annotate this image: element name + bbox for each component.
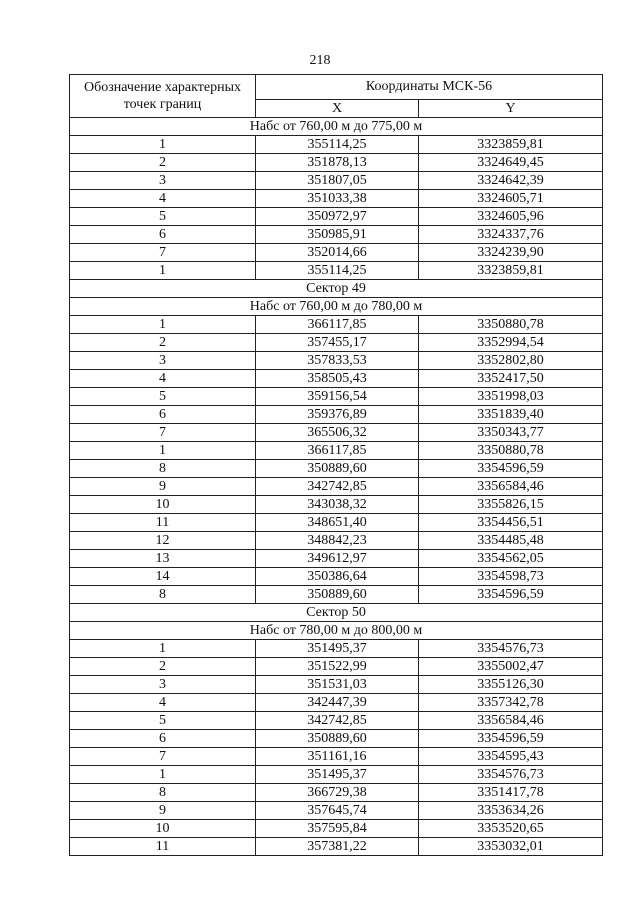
section-row (70, 280, 603, 298)
y-coordinate: 3355826,15 (419, 496, 603, 514)
x-coordinate: 350889,60 (256, 730, 419, 748)
section-heading: Сектор 49 (70, 280, 603, 298)
point-number: 5 (70, 208, 256, 226)
x-coordinate: 351033,38 (256, 190, 419, 208)
section-row (70, 622, 603, 640)
point-number: 1 (70, 136, 256, 154)
table-row (70, 460, 603, 478)
page-number: 218 (309, 53, 331, 68)
table-row (70, 316, 603, 334)
point-number: 9 (70, 802, 256, 820)
y-coordinate: 3354576,73 (419, 640, 603, 658)
y-coordinate: 3356584,46 (419, 478, 603, 496)
x-coordinate: 357455,17 (256, 334, 419, 352)
point-number: 8 (70, 784, 256, 802)
x-coordinate: 357833,53 (256, 352, 419, 370)
y-coordinate: 3355002,47 (419, 658, 603, 676)
table-row (70, 712, 603, 730)
y-coordinate: 3352802,80 (419, 352, 603, 370)
x-coordinate: 350972,97 (256, 208, 419, 226)
point-number: 7 (70, 748, 256, 766)
header-coordinates: Координаты МСК-56 (256, 75, 603, 100)
x-coordinate: 366117,85 (256, 316, 419, 334)
x-coordinate: 348842,23 (256, 532, 419, 550)
y-coordinate: 3355126,30 (419, 676, 603, 694)
table-row (70, 514, 603, 532)
y-coordinate: 3354576,73 (419, 766, 603, 784)
point-number: 11 (70, 514, 256, 532)
y-coordinate: 3350880,78 (419, 316, 603, 334)
table-row (70, 748, 603, 766)
point-number: 6 (70, 730, 256, 748)
y-coordinate: 3324337,76 (419, 226, 603, 244)
point-number: 10 (70, 820, 256, 838)
x-coordinate: 357645,74 (256, 802, 419, 820)
y-coordinate: 3324605,96 (419, 208, 603, 226)
x-coordinate: 355114,25 (256, 136, 419, 154)
table-row (70, 730, 603, 748)
y-coordinate: 3353634,26 (419, 802, 603, 820)
point-number: 8 (70, 586, 256, 604)
y-coordinate: 3350880,78 (419, 442, 603, 460)
y-coordinate: 3352994,54 (419, 334, 603, 352)
table-row (70, 802, 603, 820)
y-coordinate: 3354456,51 (419, 514, 603, 532)
x-coordinate: 351495,37 (256, 640, 419, 658)
point-number: 13 (70, 550, 256, 568)
header-x: X (256, 100, 419, 118)
x-coordinate: 359376,89 (256, 406, 419, 424)
point-number: 5 (70, 712, 256, 730)
x-coordinate: 352014,66 (256, 244, 419, 262)
y-coordinate: 3354596,59 (419, 730, 603, 748)
y-coordinate: 3352417,50 (419, 370, 603, 388)
x-coordinate: 350889,60 (256, 460, 419, 478)
point-number: 1 (70, 262, 256, 280)
x-coordinate: 343038,32 (256, 496, 419, 514)
point-number: 7 (70, 244, 256, 262)
y-coordinate: 3357342,78 (419, 694, 603, 712)
point-number: 6 (70, 226, 256, 244)
point-number: 7 (70, 424, 256, 442)
x-coordinate: 348651,40 (256, 514, 419, 532)
table-row (70, 658, 603, 676)
table-row (70, 388, 603, 406)
x-coordinate: 366117,85 (256, 442, 419, 460)
point-number: 9 (70, 478, 256, 496)
table-row (70, 442, 603, 460)
point-number: 14 (70, 568, 256, 586)
point-number: 2 (70, 154, 256, 172)
section-heading: Набс от 780,00 м до 800,00 м (70, 622, 603, 640)
point-number: 8 (70, 460, 256, 478)
point-number: 12 (70, 532, 256, 550)
section-row (70, 298, 603, 316)
x-coordinate: 355114,25 (256, 262, 419, 280)
table-row (70, 190, 603, 208)
header-points: Обозначение характерных точек границ (70, 75, 256, 118)
table-row (70, 424, 603, 442)
table-row (70, 676, 603, 694)
section-row (70, 604, 603, 622)
y-coordinate: 3351998,03 (419, 388, 603, 406)
y-coordinate: 3324649,45 (419, 154, 603, 172)
section-heading: Сектор 50 (70, 604, 603, 622)
x-coordinate: 342742,85 (256, 712, 419, 730)
y-coordinate: 3354485,48 (419, 532, 603, 550)
table-row (70, 334, 603, 352)
point-number: 10 (70, 496, 256, 514)
point-number: 3 (70, 352, 256, 370)
x-coordinate: 350889,60 (256, 586, 419, 604)
point-number: 1 (70, 766, 256, 784)
x-coordinate: 342742,85 (256, 478, 419, 496)
table-row (70, 406, 603, 424)
table-row (70, 586, 603, 604)
table-row (70, 370, 603, 388)
table-row (70, 478, 603, 496)
table-row (70, 838, 603, 856)
y-coordinate: 3353520,65 (419, 820, 603, 838)
point-number: 2 (70, 334, 256, 352)
point-number: 1 (70, 442, 256, 460)
x-coordinate: 351807,05 (256, 172, 419, 190)
y-coordinate: 3323859,81 (419, 262, 603, 280)
x-coordinate: 357381,22 (256, 838, 419, 856)
point-number: 1 (70, 640, 256, 658)
y-coordinate: 3353032,01 (419, 838, 603, 856)
table-row (70, 496, 603, 514)
point-number: 3 (70, 172, 256, 190)
y-coordinate: 3354562,05 (419, 550, 603, 568)
table-row (70, 694, 603, 712)
y-coordinate: 3356584,46 (419, 712, 603, 730)
table-row (70, 208, 603, 226)
x-coordinate: 358505,43 (256, 370, 419, 388)
x-coordinate: 366729,38 (256, 784, 419, 802)
header-y: Y (419, 100, 603, 118)
table-row (70, 352, 603, 370)
table-row (70, 784, 603, 802)
x-coordinate: 365506,32 (256, 424, 419, 442)
x-coordinate: 357595,84 (256, 820, 419, 838)
y-coordinate: 3323859,81 (419, 136, 603, 154)
table-row (70, 568, 603, 586)
table-row (70, 550, 603, 568)
point-number: 4 (70, 370, 256, 388)
table-row (70, 244, 603, 262)
point-number: 4 (70, 694, 256, 712)
point-number: 6 (70, 406, 256, 424)
point-number: 2 (70, 658, 256, 676)
y-coordinate: 3351417,78 (419, 784, 603, 802)
table-row (70, 226, 603, 244)
x-coordinate: 351495,37 (256, 766, 419, 784)
boundary-coordinates-table (69, 74, 603, 856)
table-row (70, 262, 603, 280)
point-number: 3 (70, 676, 256, 694)
x-coordinate: 359156,54 (256, 388, 419, 406)
table-row (70, 136, 603, 154)
point-number: 1 (70, 316, 256, 334)
section-heading: Набс от 760,00 м до 780,00 м (70, 298, 603, 316)
point-number: 4 (70, 190, 256, 208)
table-row (70, 820, 603, 838)
y-coordinate: 3324642,39 (419, 172, 603, 190)
y-coordinate: 3354596,59 (419, 460, 603, 478)
x-coordinate: 350985,91 (256, 226, 419, 244)
y-coordinate: 3350343,77 (419, 424, 603, 442)
x-coordinate: 342447,39 (256, 694, 419, 712)
point-number: 11 (70, 838, 256, 856)
x-coordinate: 351531,03 (256, 676, 419, 694)
table-row (70, 640, 603, 658)
point-number: 5 (70, 388, 256, 406)
section-row (70, 118, 603, 136)
y-coordinate: 3354598,73 (419, 568, 603, 586)
y-coordinate: 3324605,71 (419, 190, 603, 208)
y-coordinate: 3354596,59 (419, 586, 603, 604)
x-coordinate: 351878,13 (256, 154, 419, 172)
table-row (70, 154, 603, 172)
y-coordinate: 3351839,40 (419, 406, 603, 424)
x-coordinate: 351522,99 (256, 658, 419, 676)
x-coordinate: 351161,16 (256, 748, 419, 766)
table-row (70, 766, 603, 784)
x-coordinate: 349612,97 (256, 550, 419, 568)
table-header (70, 75, 603, 118)
table-body (70, 118, 603, 856)
y-coordinate: 3324239,90 (419, 244, 603, 262)
table-row (70, 172, 603, 190)
table-row (70, 532, 603, 550)
x-coordinate: 350386,64 (256, 568, 419, 586)
y-coordinate: 3354595,43 (419, 748, 603, 766)
section-heading: Набс от 760,00 м до 775,00 м (70, 118, 603, 136)
